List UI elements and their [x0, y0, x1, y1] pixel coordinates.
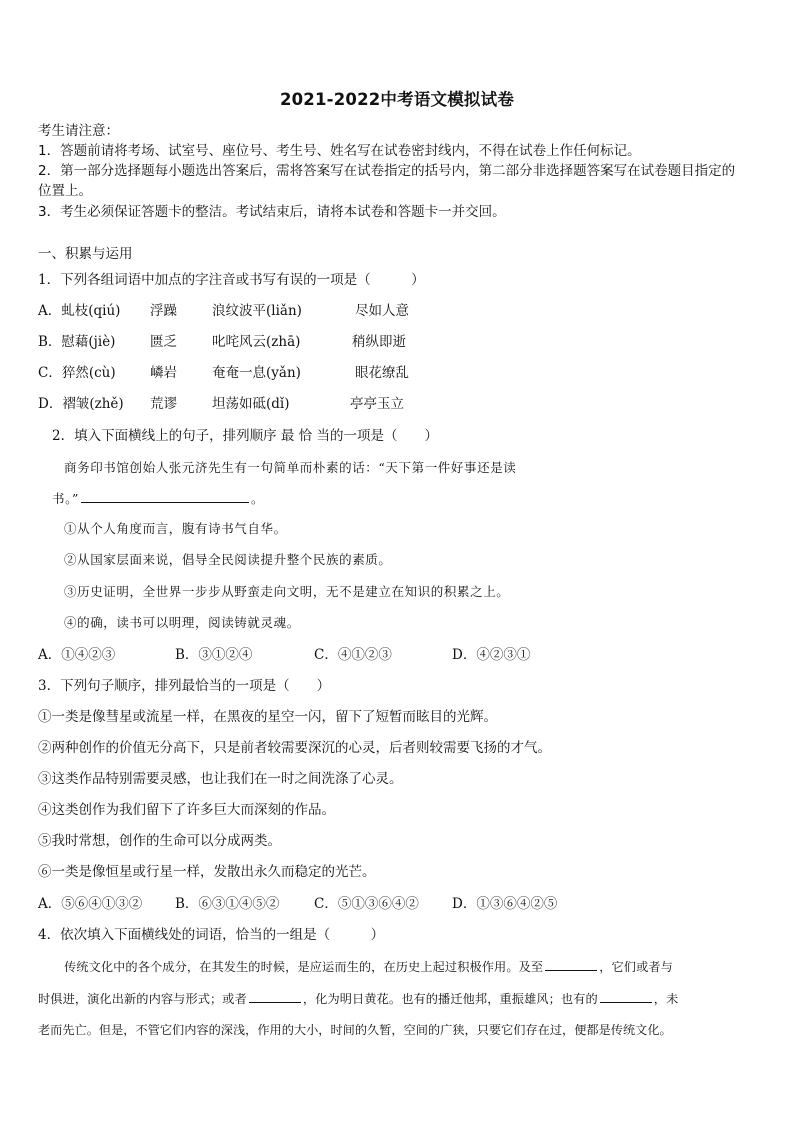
- q3-sentence-6: ⑥一类是像恒星或行星一样，发散出永久而稳定的光芒。: [38, 864, 376, 880]
- q4-p2-start: 时俱进，演化出新的内容与形式；或者: [38, 992, 247, 1006]
- exam-title: 2021-2022中考语文模拟试卷: [279, 90, 515, 109]
- q4-passage-line2: [38, 990, 678, 1008]
- notice-item-2: 2．第一部分选择题每小题选出答案后，需将答案写在试卷指定的括号内，第二部分非选择题答案写在试卷题目指定的: [38, 163, 736, 179]
- q2-blank: [81, 490, 249, 503]
- q2-stem: 2．填入下面横线上的句子，排列顺序 最 恰 当的一项是（ ）: [52, 428, 438, 444]
- q1-stem: 1．下列各组词语中加点的字注音或书写有误的一项是（ ）: [38, 272, 425, 288]
- q4-p2-end: ，未: [653, 992, 679, 1006]
- q4-blank-1: [545, 958, 597, 971]
- q3-sentence-4: ④这类创作为我们留下了许多巨大而深刻的作品。: [38, 802, 335, 818]
- q1-option-c-word4: 眼花缭乱: [355, 365, 409, 381]
- q1-option-a-word4: 尽如人意: [355, 303, 409, 319]
- q2-passage-line2: [52, 490, 264, 508]
- q4-passage-line3: 老而先亡。但是，不管它们内容的深浅，作用的大小，时间的久暂，空间的广狭，只要它们存在过，便都是传统文化。: [38, 1023, 672, 1037]
- q3-option-c: C．⑤①③⑥④②: [314, 896, 419, 912]
- q2-passage-start: 书。”: [52, 491, 79, 506]
- q4-passage-line1: [64, 958, 673, 976]
- q3-option-d: D．①③⑥④②⑤: [452, 896, 558, 912]
- notice-item-1: 1．答题前请将考场、试室号、座位号、考生号、姓名写在试卷密封线内，不得在试卷上作任何标记。: [38, 143, 641, 159]
- q4-p1-start: 传统文化中的各个成分，在其发生的时候，是应运而生的，在历史上起过积极作用。及至: [64, 960, 544, 974]
- q4-blank-3: [600, 990, 652, 1003]
- q1-option-d-word2: 荒谬: [150, 396, 177, 412]
- q3-sentence-5: ⑤我时常想，创作的生命可以分成两类。: [38, 833, 281, 849]
- q1-option-c-word3: 奄奄一息(yǎn): [212, 365, 301, 381]
- q2-option-c: C．④①②③: [314, 647, 392, 663]
- q1-option-a-word3: 浪纹波平(liǎn): [212, 303, 302, 319]
- q4-stem: 4．依次填入下面横线处的词语，恰当的一组是（ ）: [38, 927, 385, 943]
- q3-sentence-2: ②两种创作的价值无分高下，只是前者较需要深沉的心灵，后者则较需要飞扬的才气。: [38, 740, 551, 756]
- q4-p2-mid: ，化为明日黄花。也有的播迁他邦，重振雄风；也有的: [302, 992, 598, 1006]
- q1-option-d-label: D．褶皱(zhě): [38, 396, 124, 412]
- q3-option-a: A．⑤⑥④①③②: [38, 896, 143, 912]
- q1-option-b-word4: 稍纵即逝: [352, 334, 406, 350]
- q1-option-d-word4: 亭亭玉立: [350, 396, 404, 412]
- q2-option-b: B．③①②④: [175, 647, 253, 663]
- q1-option-b-word3: 叱咤风云(zhā): [212, 334, 301, 350]
- q2-passage-line1: 商务印书馆创始人张元济先生有一句简单而朴素的话：“天下第一件好事还是读: [64, 460, 517, 475]
- notice-item-3: 3．考生必须保证答题卡的整洁。考试结束后，请将本试卷和答题卡一并交回。: [38, 204, 506, 220]
- q1-option-c-word2: 嶙岩: [150, 365, 177, 381]
- q4-blank-2: [249, 990, 301, 1003]
- q3-sentence-3: ③这类作品特别需要灵感，也让我们在一时之间洗涤了心灵。: [38, 771, 403, 787]
- q2-option-a: A．①④②③: [38, 647, 116, 663]
- q2-sentence-3: ③历史证明，全世界一步步从野蛮走向文明，无不是建立在知识的积累之上。: [64, 584, 510, 599]
- q2-passage-end: 。: [250, 491, 265, 506]
- q3-stem: 3．下列句子顺序，排列最恰当的一项是（ ）: [38, 678, 331, 694]
- q1-option-a-word2: 浮躁: [150, 303, 177, 319]
- notice-heading: 考生请注意：: [38, 123, 119, 139]
- q1-option-b-label: B．慰藉(jiè): [38, 334, 116, 350]
- q2-sentence-4: ④的确，读书可以明理，阅读铸就灵魂。: [64, 615, 300, 630]
- q2-option-d: D．④②③①: [452, 647, 531, 663]
- q2-sentence-2: ②从国家层面来说，倡导全民阅读提升整个民族的素质。: [64, 552, 392, 567]
- section-heading: 一、积累与运用: [38, 246, 133, 262]
- notice-item-2-cont: 位置上。: [38, 183, 92, 199]
- q1-option-d-word3: 坦荡如砥(dǐ): [212, 396, 290, 412]
- q1-option-c-label: C．猝然(cù): [38, 365, 116, 381]
- q1-option-b-word2: 匮乏: [150, 334, 177, 350]
- q4-p1-end: ，它们或者与: [599, 960, 673, 974]
- q1-option-a-label: A．虬枝(qiú): [38, 303, 121, 319]
- q3-sentence-1: ①一类是像彗星或流星一样，在黑夜的星空一闪，留下了短暂而眩目的光辉。: [38, 709, 497, 725]
- q2-sentence-1: ①从个人角度而言，腹有诗书气自华。: [64, 521, 287, 536]
- q3-option-b: B．⑥③①④⑤②: [175, 896, 280, 912]
